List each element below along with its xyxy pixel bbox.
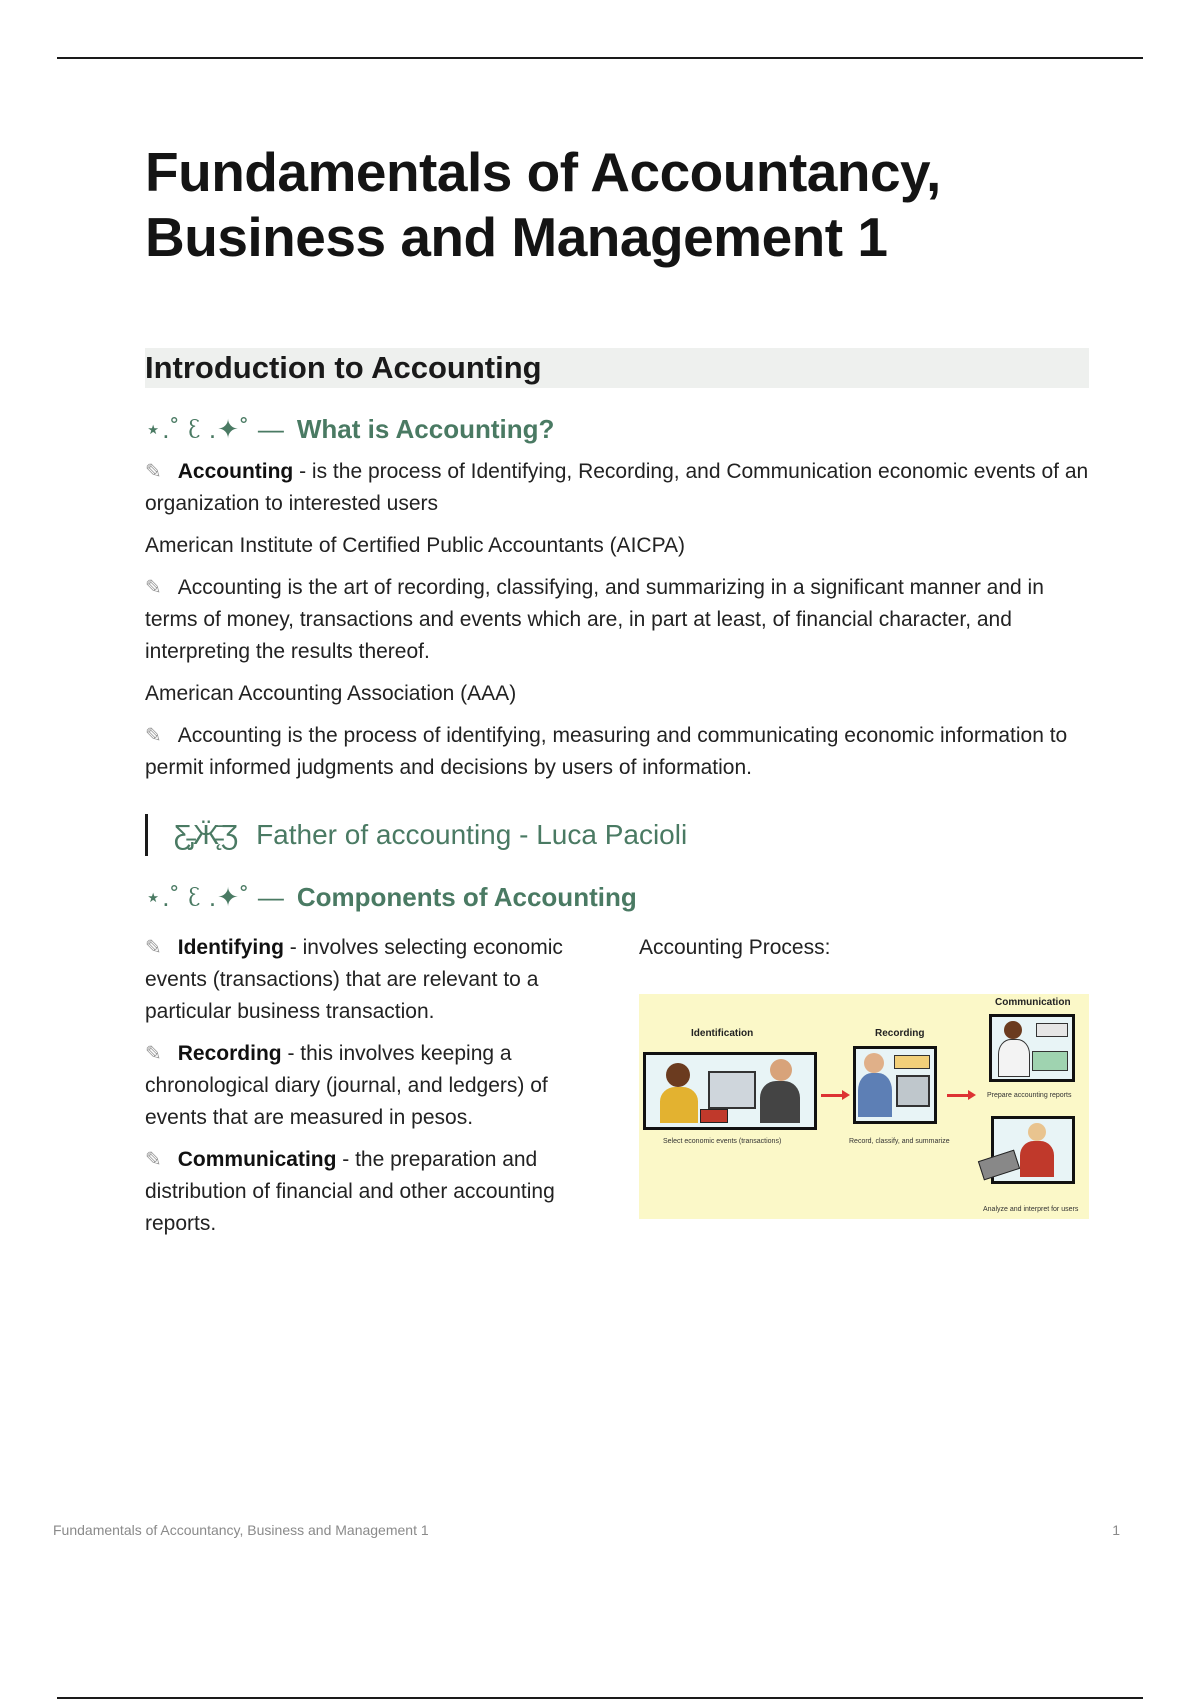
definition-3 xyxy=(145,720,1089,784)
accounting-process-column xyxy=(639,922,1089,1240)
components-heading-text: Components of Accounting xyxy=(296,882,637,912)
component-identifying xyxy=(145,932,595,1028)
bottom-rule xyxy=(57,1697,1143,1699)
person-body-icon xyxy=(1020,1141,1054,1177)
person-body-icon xyxy=(660,1087,698,1123)
person-body-icon xyxy=(760,1081,800,1123)
footer-title: Fundamentals of Accountancy, Business and Management 1 xyxy=(53,1522,429,1538)
caption-prepare: Prepare accounting reports xyxy=(987,1092,1072,1099)
definition-text: Accounting is the art of recording, classifying, and summarizing in a significant manner and in terms of money, transactions and events which are, in part at least, of financial character, and interpreting the results thereof. xyxy=(145,576,1044,663)
computer-icon xyxy=(896,1075,930,1107)
heading-decoration: ⋆.˚ ᦷ .✦˚ — xyxy=(145,882,285,912)
document-title xyxy=(145,140,1089,270)
label-recording: Recording xyxy=(875,1028,925,1039)
document-title-line1: Fundamentals of Accountancy, xyxy=(145,141,941,203)
document-icon xyxy=(1036,1023,1068,1037)
component-term: Communicating xyxy=(177,1148,337,1171)
section-heading: Introduction to Accounting xyxy=(145,348,1089,388)
heading-decoration: ⋆.˚ ᦷ .✦˚ — xyxy=(145,414,285,444)
pencil-icon: ✎ xyxy=(145,1149,162,1171)
top-rule xyxy=(57,57,1143,59)
source-aaa: American Accounting Association (AAA) xyxy=(145,682,517,705)
process-label: Accounting Process: xyxy=(639,936,831,959)
pencil-icon: ✎ xyxy=(145,577,162,599)
definition-text: - is the process of Identifying, Recording, and Communication economic events of an organization to interested users xyxy=(145,460,1089,515)
source-aicpa: American Institute of Certified Public Accountants (AICPA) xyxy=(145,534,686,557)
what-is-heading-text: What is Accounting? xyxy=(296,414,555,444)
newspaper-icon xyxy=(978,1150,1020,1181)
pencil-icon: ✎ xyxy=(145,1043,162,1065)
person-icon xyxy=(864,1053,884,1073)
callout-text: Father of accounting - Luca Pacioli xyxy=(256,819,688,850)
father-of-accounting-callout xyxy=(145,814,1089,856)
person-icon xyxy=(1028,1123,1046,1141)
arrow-icon xyxy=(947,1094,969,1097)
butterfly-icon: Ƹ̵̡Ӝ̵̨̄Ʒ xyxy=(174,819,241,850)
caption-analyze: Analyze and interpret for users xyxy=(983,1206,1079,1213)
components-columns xyxy=(145,922,1089,1240)
page-number: 1 xyxy=(1112,1522,1120,1538)
caption-recording: Record, classify, and summarize xyxy=(849,1138,950,1145)
definition-2 xyxy=(145,572,1089,668)
report-icon xyxy=(1032,1051,1068,1071)
wallet-icon xyxy=(700,1109,728,1123)
recording-frame xyxy=(853,1046,937,1124)
person-body-icon xyxy=(858,1073,892,1117)
label-identification: Identification xyxy=(691,1028,754,1039)
definition-term: Accounting xyxy=(177,460,294,483)
label-communication: Communication xyxy=(995,997,1071,1008)
definition-text: Accounting is the process of identifying, measuring and communicating economic information to permit informed judgments and decisions by users of information. xyxy=(145,724,1068,779)
pencil-icon: ✎ xyxy=(145,725,162,747)
pencil-icon: ✎ xyxy=(145,937,162,959)
person-icon xyxy=(1004,1021,1022,1039)
what-is-accounting-heading xyxy=(145,412,1089,446)
analyze-frame xyxy=(991,1116,1075,1184)
component-text: - involves selecting economic events (transactions) that are relevant to a particular business transaction. xyxy=(145,936,563,1023)
component-communicating xyxy=(145,1144,595,1240)
document-title-line2: Business and Management 1 xyxy=(145,206,888,268)
definition-1 xyxy=(145,456,1089,520)
component-term: Recording xyxy=(177,1042,282,1065)
components-heading xyxy=(145,880,1089,914)
document-icon xyxy=(894,1055,930,1069)
component-term: Identifying xyxy=(177,936,284,959)
person-icon xyxy=(770,1059,792,1081)
accounting-process-illustration xyxy=(639,994,1089,1219)
person-icon xyxy=(666,1063,690,1087)
component-text: - the preparation and distribution of financial and other accounting reports. xyxy=(145,1148,555,1235)
identification-frame xyxy=(643,1052,817,1130)
communication-frame xyxy=(989,1014,1075,1082)
components-list xyxy=(145,922,595,1240)
calculator-icon xyxy=(708,1071,756,1109)
caption-identification: Select economic events (transactions) xyxy=(663,1138,782,1145)
person-body-icon xyxy=(998,1039,1030,1077)
component-recording xyxy=(145,1038,595,1134)
component-text: - this involves keeping a chronological diary (journal, and ledgers) of events that are measured in pesos. xyxy=(145,1042,548,1129)
pencil-icon: ✎ xyxy=(145,461,162,483)
arrow-icon xyxy=(821,1094,843,1097)
page-content xyxy=(145,140,1089,1240)
